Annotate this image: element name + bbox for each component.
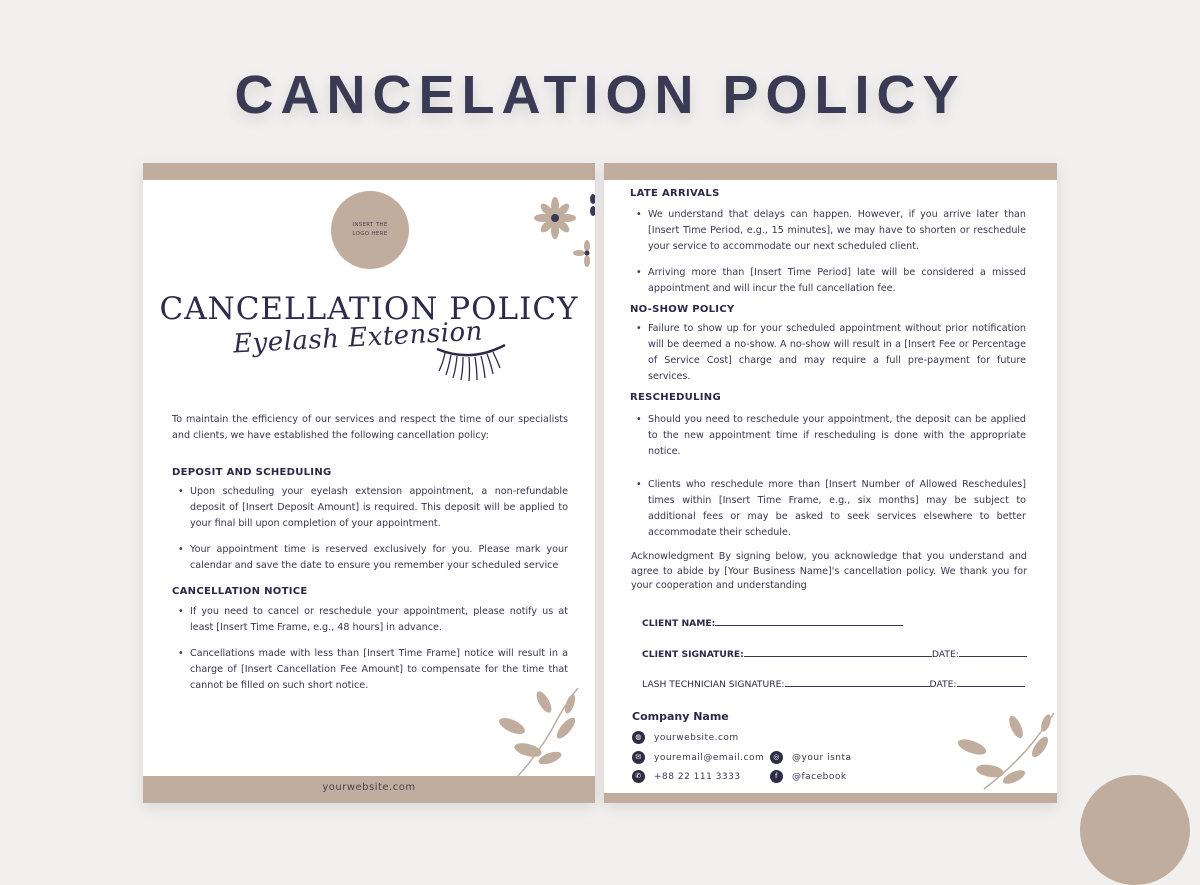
phone-icon: ✆	[632, 770, 645, 783]
date-field[interactable]	[957, 677, 1025, 687]
instagram-text: @your isnta	[792, 752, 852, 763]
section-heading: LATE ARRIVALS	[630, 188, 720, 199]
main-title: CANCELATION POLICY	[234, 65, 966, 125]
client-name-row	[642, 616, 903, 629]
client-name-label: CLIENT NAME:	[642, 618, 716, 629]
list-item: • Clients who reschedule more than [Insert Number of Allowed Reschedules] times within [Insert Time Frame, e.g., six months] may be subject to additional fees or may be asked to seek services elsewhere to better accommodate their schedule.	[630, 477, 1026, 541]
document-title: CANCELLATION POLICY	[159, 291, 579, 327]
client-signature-field[interactable]	[744, 647, 932, 657]
facebook-icon: f	[770, 770, 783, 783]
top-band	[143, 163, 595, 180]
phone-row	[632, 770, 741, 783]
intro-text: To maintain the efficiency of our services and respect the time of our specialists and clients, we have established the following cancellation policy:	[172, 414, 568, 441]
decorative-circle	[1080, 775, 1190, 885]
website-row	[632, 731, 739, 744]
company-name: Company Name	[632, 710, 729, 723]
late-arrivals-list	[630, 207, 1026, 297]
technician-signature-row	[642, 677, 1025, 690]
section-heading: CANCELLATION NOTICE	[172, 586, 308, 597]
top-band	[604, 163, 1057, 180]
eyelash-icon	[435, 341, 507, 383]
document-subtitle: Eyelash Extension	[232, 316, 484, 360]
date-label: DATE:	[929, 679, 957, 690]
client-name-field[interactable]	[715, 616, 903, 626]
policy-page-2	[604, 163, 1057, 803]
technician-signature-field[interactable]	[785, 677, 930, 687]
website-text: yourwebsite.com	[654, 732, 739, 743]
bottom-band	[604, 793, 1057, 803]
instagram-row	[770, 751, 852, 764]
list-item: • Cancellations made with less than [Insert Time Frame] notice will result in a charge of [Insert Cancellation Fee Amount] to compensate for the time that cannot be filled on such short notice.	[172, 646, 568, 694]
logo-placeholder	[331, 191, 409, 269]
list-item: • Your appointment time is reserved exclusively for you. Please mark your calendar and save the date to ensure you remember your scheduled service	[172, 542, 568, 574]
client-signature-label: CLIENT SIGNATURE:	[642, 649, 744, 660]
deposit-list	[172, 484, 568, 574]
date-label: DATE:	[931, 649, 959, 660]
list-item: • Should you need to reschedule your appointment, the deposit can be applied to the new appointment time if rescheduling is done with the appropriate notice.	[630, 412, 1026, 460]
phone-text: +88 22 111 3333	[654, 771, 741, 782]
list-item: • If you need to cancel or reschedule your appointment, please notify us at least [Insert Time Frame, e.g., 48 hours] in advance.	[172, 604, 568, 636]
rescheduling-list	[630, 412, 1026, 541]
no-show-list	[630, 321, 1026, 385]
flower-icon	[527, 191, 595, 271]
list-item: • We understand that delays can happen. However, if you arrive later than [Insert Time Period, e.g., 15 minutes], we may have to shorten or reschedule your service to accommodate our next scheduled client.	[630, 207, 1026, 255]
cancellation-list	[172, 604, 568, 694]
instagram-icon: ◎	[770, 751, 783, 764]
globe-icon: ◍	[632, 731, 645, 744]
client-signature-row	[642, 647, 1027, 660]
policy-page-1	[143, 163, 595, 803]
facebook-text: @facebook	[792, 771, 847, 782]
list-item: • Upon scheduling your eyelash extension appointment, a non-refundable deposit of [Insert Deposit Amount] is required. This deposit will be applied to your final bill upon completion of your appointment.	[172, 484, 568, 532]
email-text: youremail@email.com	[654, 752, 765, 763]
leaves-icon	[954, 711, 1057, 791]
facebook-row	[770, 770, 847, 783]
section-heading: RESCHEDULING	[630, 392, 721, 403]
technician-signature-label: LASH TECHNICIAN SIGNATURE:	[642, 679, 785, 690]
mail-icon: ✉	[632, 751, 645, 764]
acknowledgment-text: Acknowledgment By signing below, you acknowledge that you understand and agree to abide by [Your Business Name]'s cancellation policy. We thank you for your cooperation and understanding	[631, 551, 1027, 591]
list-item: • Failure to show up for your scheduled appointment without prior notification will be deemed a no-show. A no-show will result in a [Insert Fee or Percentage of Service Cost] charge and may require a full pre-payment for future services.	[630, 321, 1026, 385]
leaves-icon	[498, 688, 595, 778]
footer-website: yourwebsite.com	[322, 782, 416, 793]
section-heading: NO-SHOW POLICY	[630, 304, 735, 315]
email-row	[632, 751, 764, 764]
date-field[interactable]	[959, 647, 1027, 657]
section-heading: DEPOSIT AND SCHEDULING	[172, 467, 332, 478]
list-item: • Arriving more than [Insert Time Period] late will be considered a missed appointment and will incur the full cancellation fee.	[630, 265, 1026, 297]
logo-placeholder-text: INSERT THE LOGO HERE	[352, 222, 388, 237]
